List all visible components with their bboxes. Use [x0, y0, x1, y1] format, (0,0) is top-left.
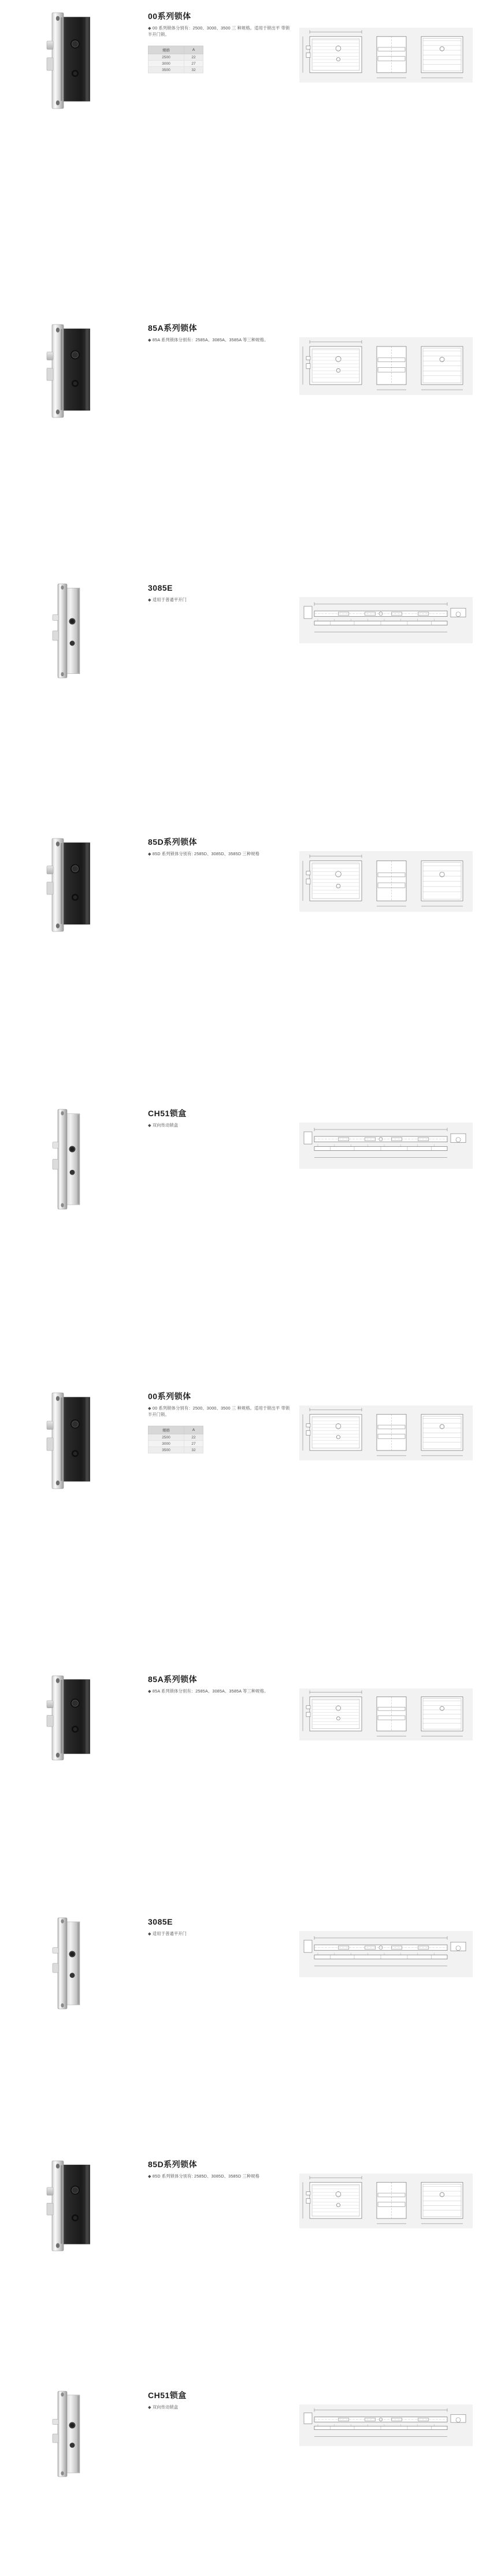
product-description: ◆ 适用于普通平开门 — [148, 597, 187, 602]
product-description: ◆ 00 系列锁体分别有：2500、3000、3500 三 种规格。适用于锁出平 带锁 半开门锁。 — [148, 1405, 290, 1417]
lock-body-image — [45, 2160, 114, 2252]
product-block-p3 — [0, 583, 490, 679]
product-info — [143, 1109, 299, 1128]
spec-header-1: A — [184, 1426, 203, 1434]
00-series-technical-drawing — [299, 1406, 473, 1460]
product-description: ◆ 85A 系列锁体分别有：2585A、3085A、3585A 等三种规格。 — [148, 337, 269, 342]
spec-row — [149, 1447, 203, 1453]
product-title: 85D系列锁体 — [148, 2160, 198, 2169]
product-block-p4 — [0, 837, 490, 933]
lock-body-image — [45, 1392, 114, 1490]
3085E-technical-drawing — [299, 597, 473, 643]
product-block-p5 — [0, 1109, 490, 1210]
product-photo — [16, 2160, 143, 2252]
spec-cell: 22 — [184, 54, 203, 61]
spec-cell: 3000 — [149, 1441, 184, 1447]
product-info — [143, 1917, 299, 1937]
spec-cell: 27 — [184, 61, 203, 67]
product-info — [143, 583, 299, 603]
product-info — [143, 2391, 299, 2410]
product-title: 00系列锁体 — [148, 1392, 191, 1401]
CH51-technical-drawing — [299, 1123, 473, 1169]
product-block-p9 — [0, 2160, 490, 2252]
lock-body-image — [45, 323, 114, 419]
lock-photo-svg — [45, 1675, 114, 1761]
product-block-p8 — [0, 1917, 490, 2010]
product-photo — [16, 1675, 143, 1761]
spec-cell: 22 — [184, 1434, 203, 1441]
product-description: ◆ 85D 系列锁体分别有: 2585D、3085D、3585D 三种规格 — [148, 851, 260, 856]
85D-series-technical-drawing — [299, 851, 473, 912]
product-photo — [16, 1917, 143, 2010]
product-info — [143, 12, 299, 73]
product-block-p1 — [0, 12, 490, 110]
product-title: CH51锁盒 — [148, 1109, 187, 1118]
product-description: ◆ 双向传动锁盒 — [148, 2404, 179, 2410]
product-block-p2 — [0, 323, 490, 419]
lock-photo-svg — [45, 12, 114, 110]
spec-cell: 3500 — [149, 1447, 184, 1453]
product-title: 3085E — [148, 1917, 173, 1926]
product-block-p10 — [0, 2391, 490, 2477]
spec-row — [149, 1441, 203, 1447]
spec-row — [149, 67, 203, 73]
product-block-p6 — [0, 1392, 490, 1490]
lock-photo-svg — [45, 1392, 114, 1490]
product-photo — [16, 323, 143, 419]
spec-cell: 2500 — [149, 1434, 184, 1441]
product-info — [143, 2160, 299, 2179]
lock-body-image — [45, 837, 114, 933]
product-title: 85D系列锁体 — [148, 837, 198, 847]
product-description: ◆ 85D 系列锁体分别有: 2585D、3085D、3585D 三种规格 — [148, 2173, 260, 2179]
product-info — [143, 323, 299, 343]
spec-row — [149, 61, 203, 67]
lock-body-image — [45, 1917, 114, 2010]
lock-body-image — [45, 1675, 114, 1761]
product-title: 85A系列锁体 — [148, 323, 198, 333]
00-series-technical-drawing — [299, 28, 473, 83]
lock-body-image — [45, 1109, 114, 1210]
85A-series-technical-drawing — [299, 1688, 473, 1740]
product-description: ◆ 00 系列锁体分别有：2500、3000、3500 三 种规格。适用于锁出平 带锁 半开门锁。 — [148, 25, 290, 37]
spec-cell: 32 — [184, 67, 203, 73]
product-title: 3085E — [148, 583, 173, 592]
lock-body-image — [45, 12, 114, 110]
spec-cell: 27 — [184, 1441, 203, 1447]
product-photo — [16, 1109, 143, 1210]
spec-header-0: 规格 — [149, 1426, 184, 1434]
product-description: ◆ 适用于普通平开门 — [148, 1930, 187, 1936]
lock-photo-svg — [45, 1917, 114, 2010]
lock-body-image — [45, 2391, 114, 2477]
spec-cell: 3000 — [149, 61, 184, 67]
product-title: 00系列锁体 — [148, 12, 191, 21]
product-photo — [16, 583, 143, 679]
product-photo — [16, 12, 143, 110]
spec-row — [149, 54, 203, 61]
product-title: CH51锁盒 — [148, 2391, 187, 2400]
spec-row — [149, 1434, 203, 1441]
spec-table — [148, 46, 203, 73]
lock-photo-svg — [45, 323, 114, 419]
lock-photo-svg — [45, 2160, 114, 2252]
product-block-p7 — [0, 1675, 490, 1761]
product-description: ◆ 双向传动锁盒 — [148, 1122, 179, 1128]
product-info — [143, 1392, 299, 1453]
spec-header-1: A — [184, 46, 203, 54]
spec-cell: 3500 — [149, 67, 184, 73]
product-description: ◆ 85A 系列锁体分别有：2585A、3085A、3585A 等三种规格。 — [148, 1688, 269, 1694]
product-photo — [16, 1392, 143, 1490]
spec-header-0: 规格 — [149, 46, 184, 54]
3085E-technical-drawing — [299, 1931, 473, 1977]
spec-table — [148, 1426, 203, 1453]
spec-cell: 2500 — [149, 54, 184, 61]
product-info — [143, 1675, 299, 1694]
product-info — [143, 837, 299, 857]
lock-photo-svg — [45, 2391, 114, 2477]
product-photo — [16, 2391, 143, 2477]
85A-series-technical-drawing — [299, 337, 473, 395]
85D-series-technical-drawing — [299, 2174, 473, 2228]
product-title: 85A系列锁体 — [148, 1675, 198, 1684]
CH51-technical-drawing — [299, 2404, 473, 2446]
lock-body-image — [45, 583, 114, 679]
lock-photo-svg — [45, 583, 114, 679]
lock-photo-svg — [45, 1109, 114, 1210]
lock-photo-svg — [45, 837, 114, 933]
spec-cell: 32 — [184, 1447, 203, 1453]
product-photo — [16, 837, 143, 933]
